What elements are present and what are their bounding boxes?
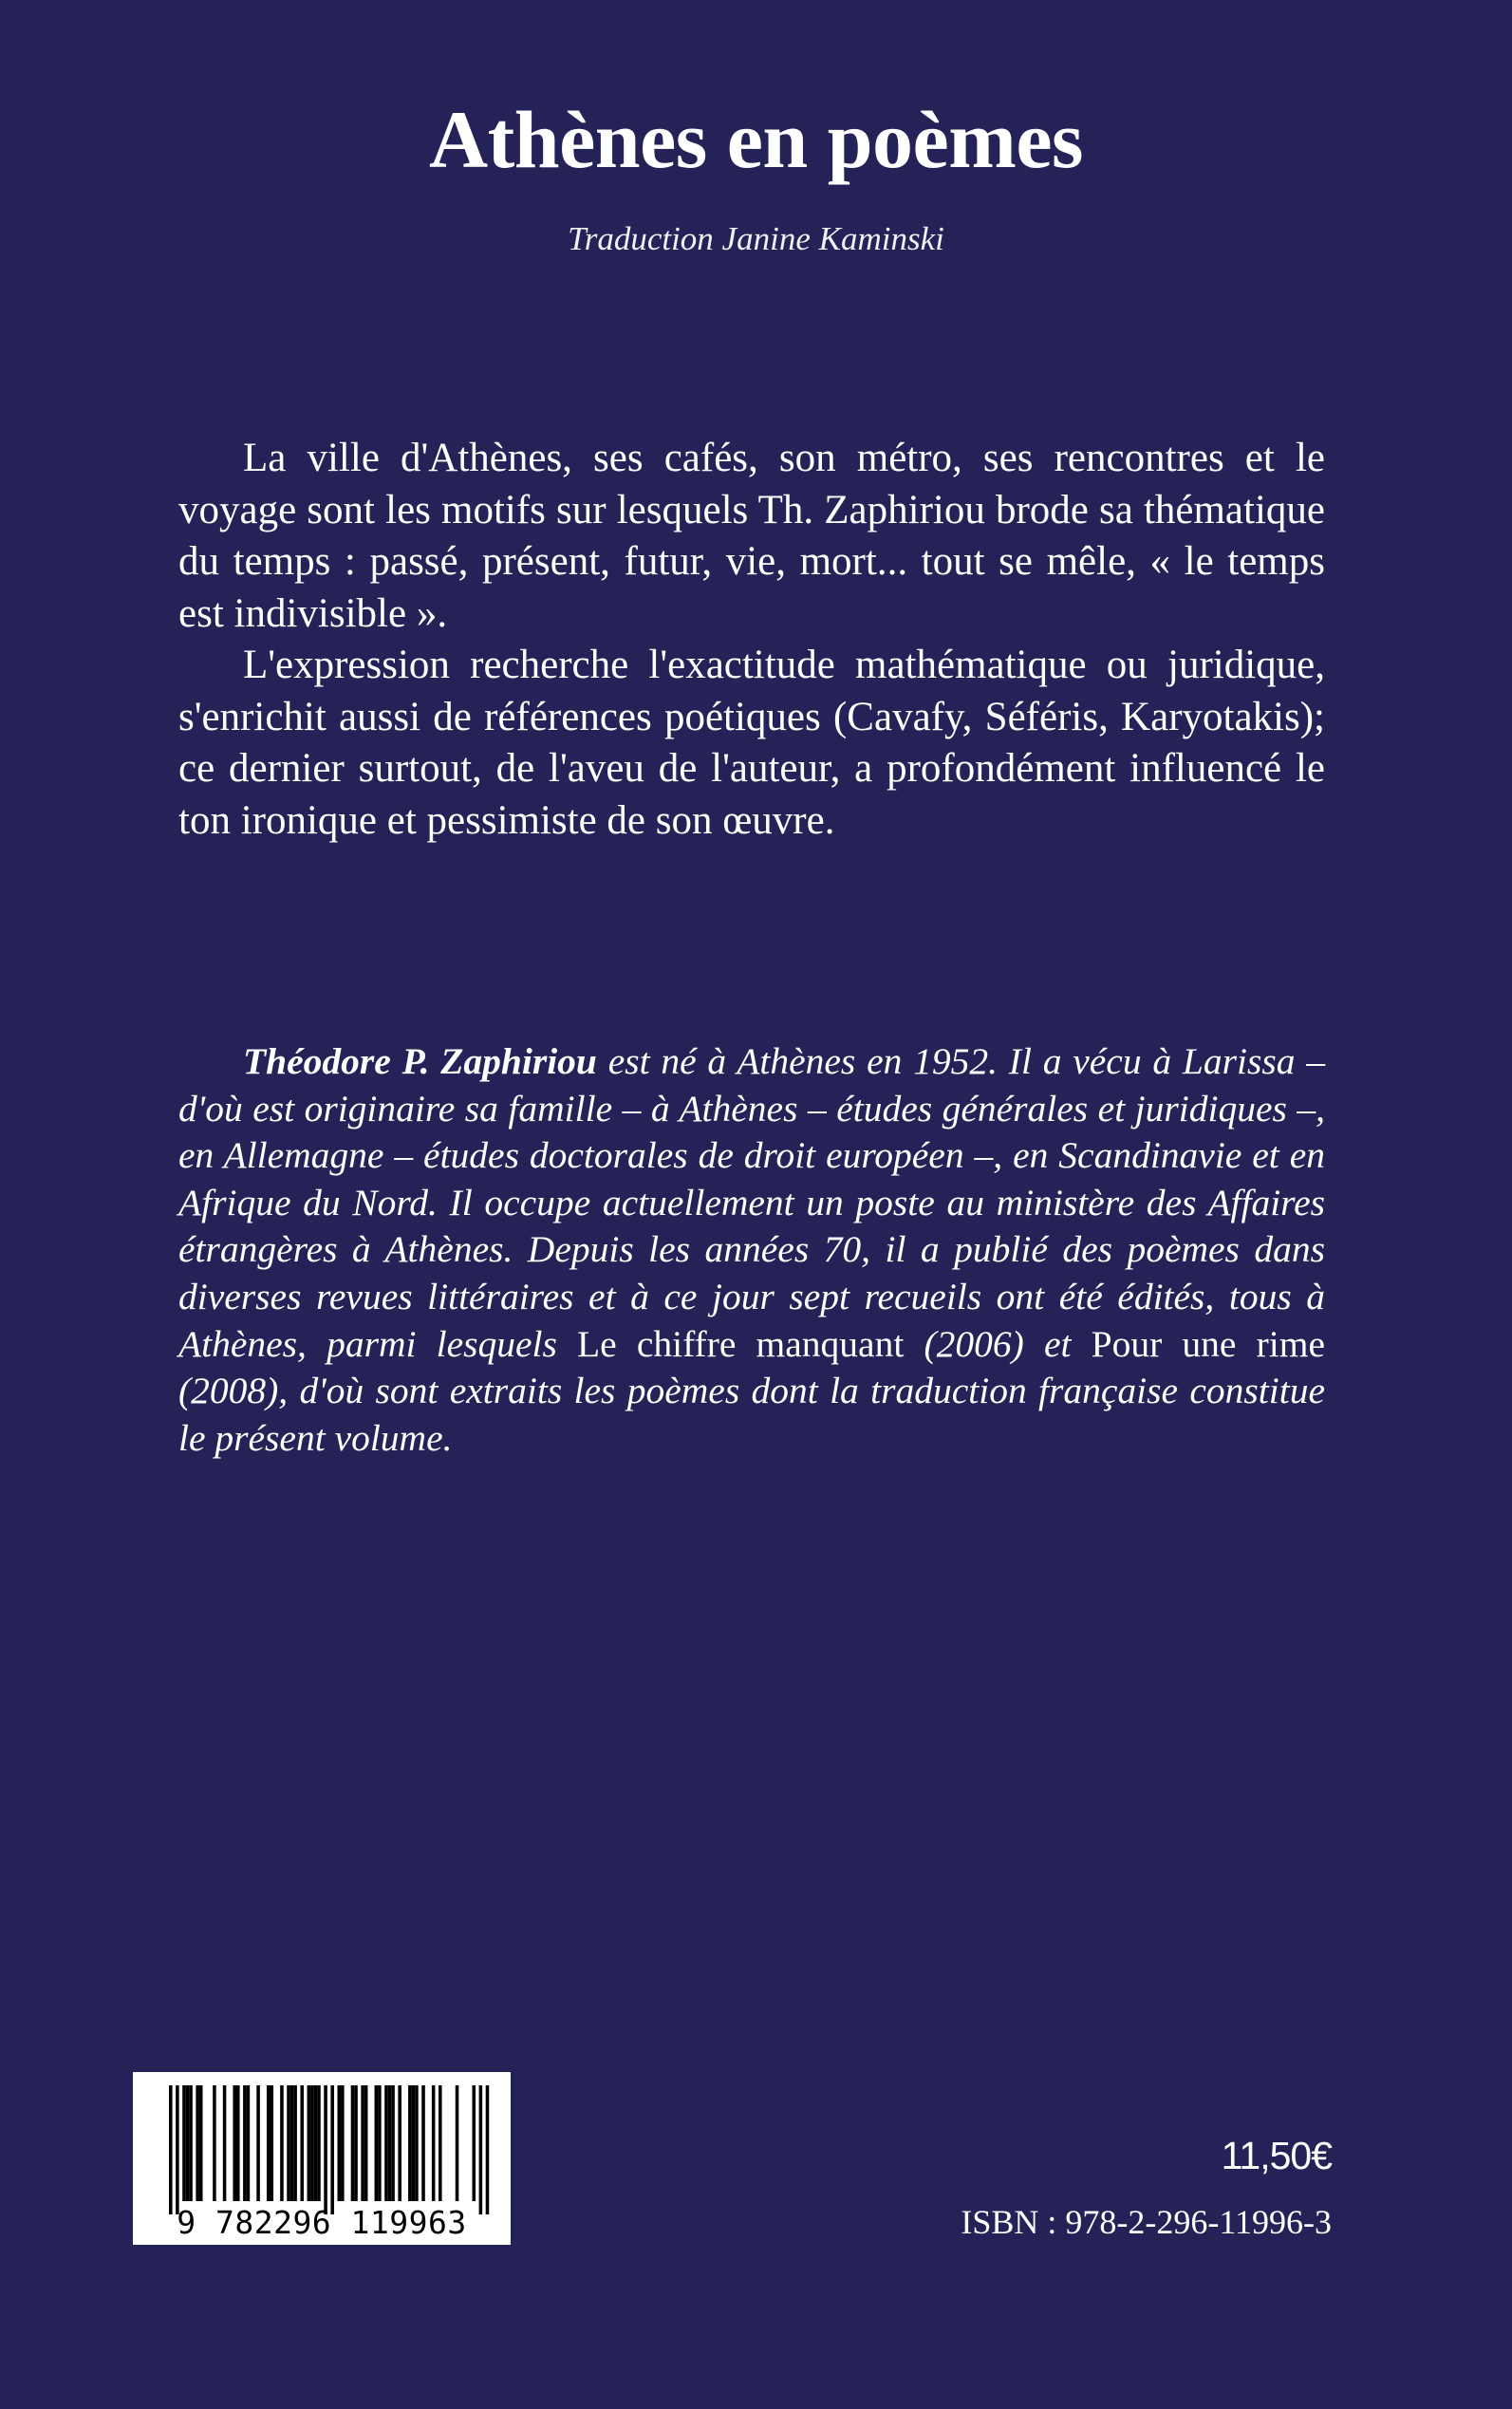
barcode-bar [391,2085,395,2201]
barcode-bar [186,2085,190,2201]
barcode-bar [293,2085,297,2201]
price: 11,50€ [1221,2134,1332,2177]
barcode-bar [182,2085,186,2201]
summary-paragraph: La ville d'Athènes, ses cafés, son métro, ses rencontres et le voyage sont les motifs sur lesquels Th. Zaphiriou brode sa thématique du temps : passé, présent, futur, vie, mort... tout se mêle, « le temps est indivisible ». [178,436,1325,636]
barcode-bar [271,2085,274,2201]
barcode-bar [317,2085,321,2201]
barcode-bar [412,2085,416,2201]
barcode-bar [300,2085,304,2201]
author-biography [178,1038,1325,1462]
barcode-digits: 9 782296 119963 [177,2204,467,2241]
barcode-bar [267,2085,271,2201]
barcode-bar [233,2085,236,2201]
book-summary [178,433,1325,847]
bio-text: est né à Athènes en 1952. Il a vécu à Larissa – d'où est originaire sa famille – à Athènes – études générales et juridiques –, en Allemagne – études doctorales de droit européen –, en Scandinavie et en Afrique du Nord. Il occupe actuellement un poste au ministère des Affaires étrangères à Athènes. Depuis les années 70, il a publié des poèmes dans diverses revues littéraires et à ce jour sept recueils ont été édités, tous à Athènes, parmi lesquels [178,1040,1325,1365]
barcode-bar [213,2085,216,2201]
barcode-bar [378,2085,382,2201]
barcode-bar [169,2085,173,2214]
translator-credit: Traduction Janine Kaminski [568,220,944,257]
barcode [133,2072,511,2245]
barcode-bar [247,2085,251,2201]
book-title: Athènes en poèmes [429,94,1083,185]
author-name: Théodore P. Zaphiriou [243,1040,597,1082]
barcode-bar [338,2085,342,2201]
barcode-bar [375,2085,379,2201]
barcode-bar [486,2085,490,2214]
barcode-bar [439,2085,442,2201]
barcode-bar [408,2085,412,2201]
barcode-bar [384,2085,388,2201]
bio-text: (2006) et [904,1322,1092,1365]
barcode-bar [236,2085,240,2201]
barcode-bar [341,2085,345,2201]
book-title-reference: Le chiffre manquant [577,1322,905,1365]
barcode-bar [256,2085,260,2201]
barcode-bar [415,2085,419,2201]
barcode-bar [196,2085,199,2201]
barcode-bar [361,2085,364,2201]
barcode-bar [388,2085,392,2201]
barcode-bar [330,2085,334,2214]
barcode-bar [243,2085,247,2201]
barcode-bar [398,2085,401,2201]
barcode-bar [364,2085,368,2201]
barcode-bar [351,2085,355,2201]
barcode-bar [479,2085,483,2214]
bio-text: (2008), d'où sont extraits les poèmes dont la traduction française constitue le présent volume. [178,1370,1325,1459]
barcode-bar [421,2085,425,2201]
book-title-reference: Pour une rime [1091,1322,1325,1365]
barcode-bar [280,2085,284,2201]
barcode-bar [308,2085,311,2201]
barcode-bar [223,2085,227,2201]
barcode-bar [290,2085,294,2201]
barcode-bar [314,2085,318,2201]
barcode-bar [324,2085,327,2214]
barcode-bar [354,2085,358,2201]
isbn: ISBN : 978-2-296-11996-3 [961,2203,1332,2241]
summary-paragraph: L'expression recherche l'exactitude mathématique ou juridique, s'enrichit aussi de références poétiques (Cavafy, Séféris, Karyotakis); ce dernier surtout, de l'aveu de l'auteur, a profondément influencé le ton ironique et pessimiste de son œuvre. [178,643,1325,843]
barcode-bar [310,2085,314,2201]
barcode-bar [287,2085,290,2201]
barcode-bar [189,2085,193,2201]
barcode-bar [473,2085,476,2201]
barcode-bar [432,2085,436,2201]
barcode-bar [456,2085,459,2201]
barcode-bar [199,2085,203,2201]
barcode-bar [176,2085,179,2214]
